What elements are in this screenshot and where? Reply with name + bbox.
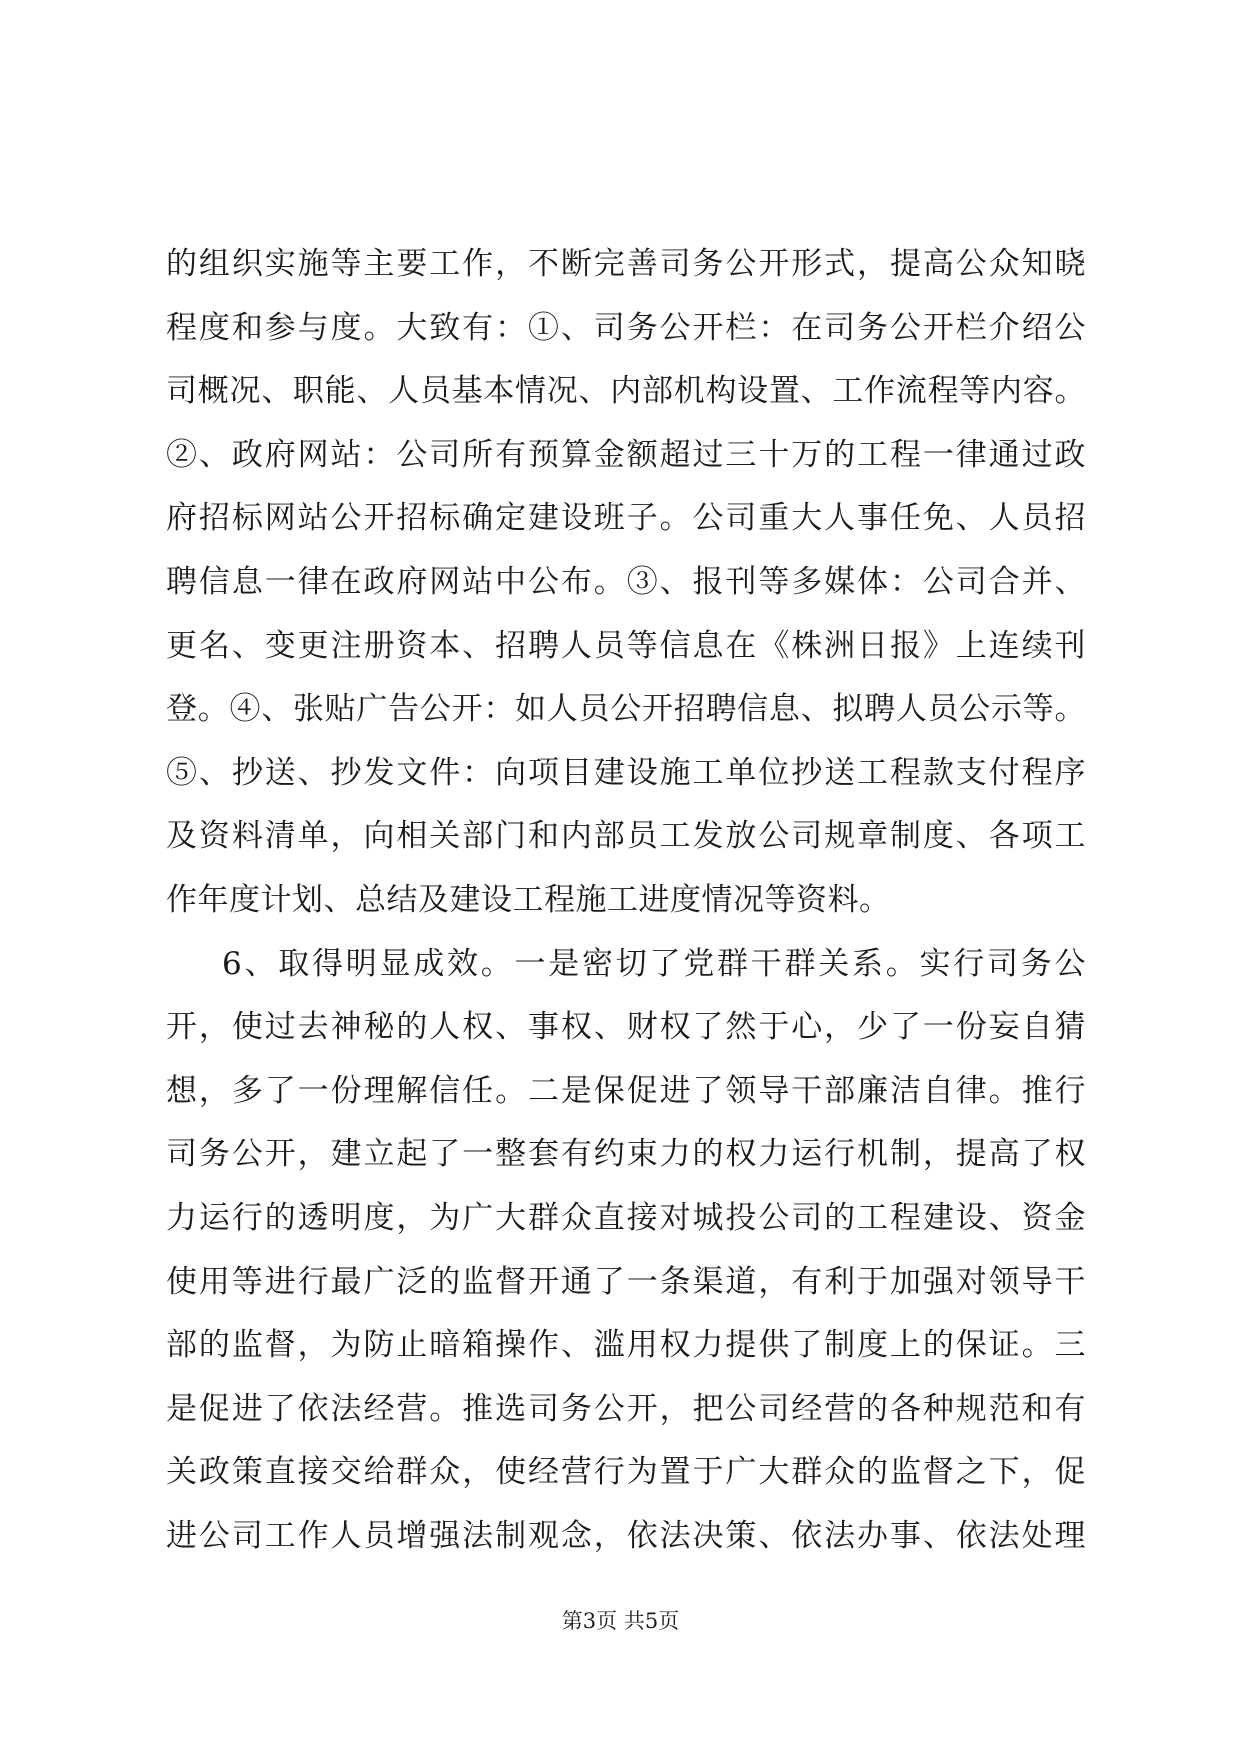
text-line: 作年度计划、总结及建设工程施工进度情况等资料。 — [166, 881, 891, 918]
text-line: 部的监督，为防止暗箱操作、滥用权力提供了制度上的保证。三 — [166, 1327, 1086, 1364]
text-line: 府招标网站公开招标确定建设班子。公司重大人事任免、人员招 — [166, 500, 1086, 537]
text-line: 是促进了依法经营。推选司务公开，把公司经营的各种规范和有 — [166, 1390, 1086, 1427]
text-line: 司务公开，建立起了一整套有约束力的权力运行机制，提高了权 — [166, 1136, 1086, 1173]
text-line: 开，使过去神秘的人权、事权、财权了然于心，少了一份妄自猜 — [166, 1009, 1086, 1046]
text-line: 聘信息一律在政府网站中公布。③、报刊等多媒体：公司合并、 — [166, 563, 1086, 600]
text-line: 进公司工作人员增强法制观念，依法决策、依法办事、依法处理 — [166, 1517, 1086, 1554]
text-line: 使用等进行最广泛的监督开通了一条渠道，有利于加强对领导干 — [166, 1263, 1086, 1300]
text-line: 更名、变更注册资本、招聘人员等信息在《株洲日报》上连续刊 — [166, 627, 1086, 664]
text-line: 力运行的透明度，为广大群众直接对城投公司的工程建设、资金 — [166, 1199, 1086, 1236]
text-line: 及资料清单，向相关部门和内部员工发放公司规章制度、各项工 — [166, 818, 1086, 855]
text-line: ②、政府网站：公司所有预算金额超过三十万的工程一律通过政 — [166, 436, 1086, 473]
paragraph-first-line: 6、取得明显成效。一是密切了党群干群关系。实行司务公 — [222, 945, 1086, 982]
text-line: 想，多了一份理解信任。二是保促进了领导干部廉洁自律。推行 — [166, 1072, 1086, 1109]
page-number-footer: 第3页 共5页 — [561, 1609, 680, 1633]
text-line: ⑤、抄送、抄发文件：向项目建设施工单位抄送工程款支付程序 — [166, 754, 1086, 791]
text-line: 的组织实施等主要工作，不断完善司务公开形式，提高公众知晓 — [166, 246, 1086, 282]
document-body — [166, 233, 1086, 1568]
text-line: 程度和参与度。大致有：①、司务公开栏：在司务公开栏介绍公 — [166, 309, 1086, 346]
text-line: 关政策直接交给群众，使经营行为置于广大群众的监督之下，促 — [166, 1454, 1086, 1491]
text-line: 登。④、张贴广告公开：如人员公开招聘信息、拟聘人员公示等。 — [166, 691, 1086, 728]
text-line: 司概况、职能、人员基本情况、内部机构设置、工作流程等内容。 — [166, 373, 1086, 410]
